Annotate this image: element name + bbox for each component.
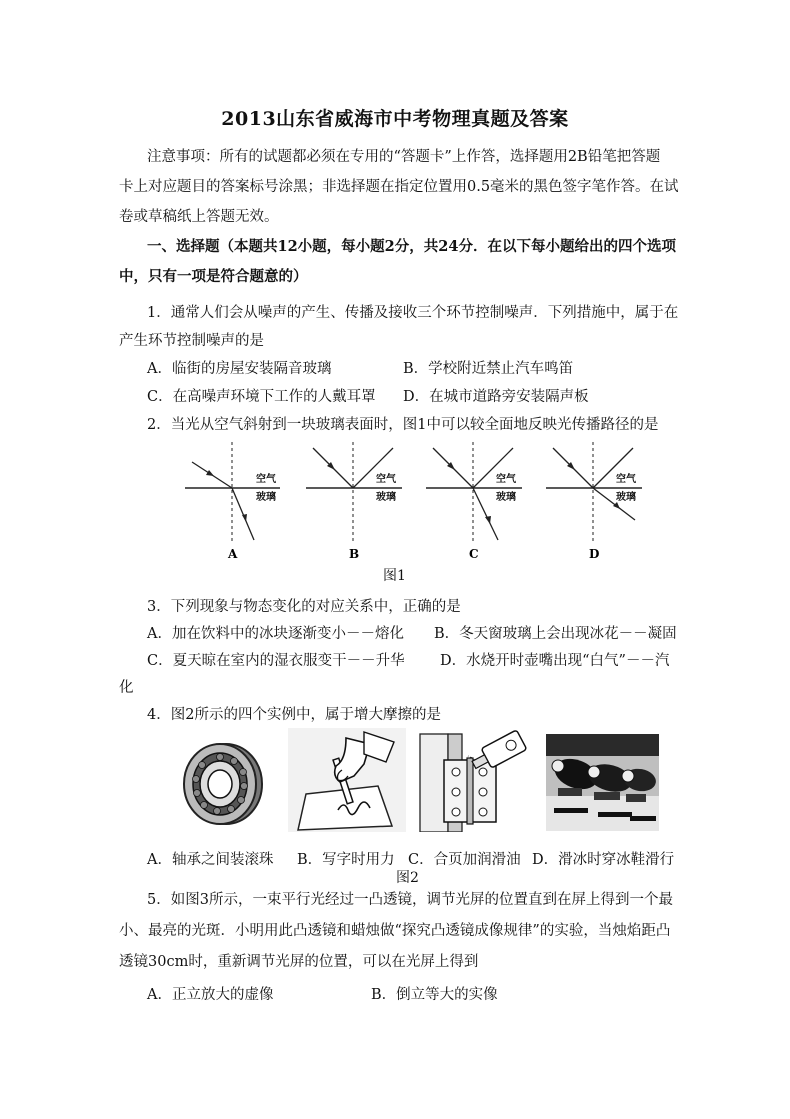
speed-skating-image [546,734,659,831]
notice-line-1: 注意事项：所有的试题都必须在专用的“答题卡”上作答，选择题用2B铅笔把答题 [147,149,661,165]
q2-stem: 2．当光从空气斜射到一块玻璃表面时，图1中可以较全面地反映光传播路径的是 [147,417,659,433]
q5-stem-2: 小、最亮的光斑．小明用此凸透镜和蜡烛做“探究凸透镜成像规律”的实验，当烛焰距凸 [119,923,671,939]
q4-stem: 4．图2所示的四个实例中，属于增大摩擦的是 [147,707,441,723]
figure-2-caption: 图2 [396,870,419,886]
diagram-label-d: D [589,547,600,561]
svg-text:玻璃: 玻璃 [256,492,276,503]
ray-diagram-a [185,442,280,542]
q3-option-d: D．水烧开时壶嘴出现“白气”－－汽 [440,653,670,669]
section-heading-2: 中，只有一项是符合题意的） [119,268,308,285]
figure-1-caption: 图1 [383,568,406,584]
q1-option-b: B．学校附近禁止汽车鸣笛 [403,361,574,377]
q5-stem-1: 5．如图3所示，一束平行光经过一凸透镜，调节光屏的位置直到在屏上得到一个最 [147,892,673,908]
svg-text:空气: 空气 [256,474,276,485]
diagram-label-a: A [228,547,238,561]
hinge-image [418,730,534,832]
svg-text:玻璃: 玻璃 [376,492,396,503]
q3-option-c: C．夏天晾在室内的湿衣服变干－－升华 [147,653,405,669]
q5-option-b: B．倒立等大的实像 [371,987,498,1003]
bearing-image [170,732,270,832]
section-heading-1: 一、选择题（本题共12小题，每小题2分，共24分．在以下每小题给出的四个选项 [147,238,676,255]
writing-image [288,728,406,832]
q1-option-c: C．在高噪声环境下工作的人戴耳罩 [147,389,376,405]
figure-1-ray-diagrams [180,440,650,565]
q5-stem-3: 透镜30cm时，重新调节光屏的位置，可以在光屏上得到 [119,954,479,970]
ray-diagram-d [546,442,642,542]
q5-option-a: A．正立放大的虚像 [147,987,274,1003]
q3-option-b: B．冬天窗玻璃上会出现冰花－－凝固 [434,626,677,642]
q3-option-d-continued: 化 [119,680,134,696]
notice-line-3: 卷或草稿纸上答题无效。 [119,209,279,225]
diagram-label-b: B [349,547,360,561]
page-title: 2013山东省威海市中考物理真题及答案 [221,108,569,130]
svg-text:空气: 空气 [616,474,636,485]
q1-stem-2: 产生环节控制噪声的是 [119,333,264,349]
svg-text:玻璃: 玻璃 [496,492,516,503]
q1-stem-1: 1．通常人们会从噪声的产生、传播及接收三个环节控制噪声．下列措施中，属于在 [147,305,679,321]
svg-text:空气: 空气 [376,474,396,485]
q4-option-b: B．写字时用力 [297,852,395,868]
ray-diagram-c [426,442,522,542]
q4-option-a: A．轴承之间装滚珠 [147,852,274,868]
q4-option-c: C．合页加润滑油 [408,852,521,868]
diagram-label-c: C [469,547,479,561]
q1-option-a: A．临街的房屋安装隔音玻璃 [147,361,332,377]
q1-option-d: D．在城市道路旁安装隔声板 [403,389,589,405]
q3-stem: 3．下列现象与物态变化的对应关系中，正确的是 [147,599,461,615]
q4-option-d: D．滑冰时穿冰鞋滑行 [532,852,675,868]
q3-option-a: A．加在饮料中的冰块逐渐变小－－熔化 [147,626,404,642]
notice-line-2: 卡上对应题目的答案标号涂黑；非选择题在指定位置用0.5毫米的黑色签字笔作答。在试 [119,179,679,195]
svg-text:玻璃: 玻璃 [616,492,636,503]
ray-diagram-b [306,442,402,542]
svg-text:空气: 空气 [496,474,516,485]
